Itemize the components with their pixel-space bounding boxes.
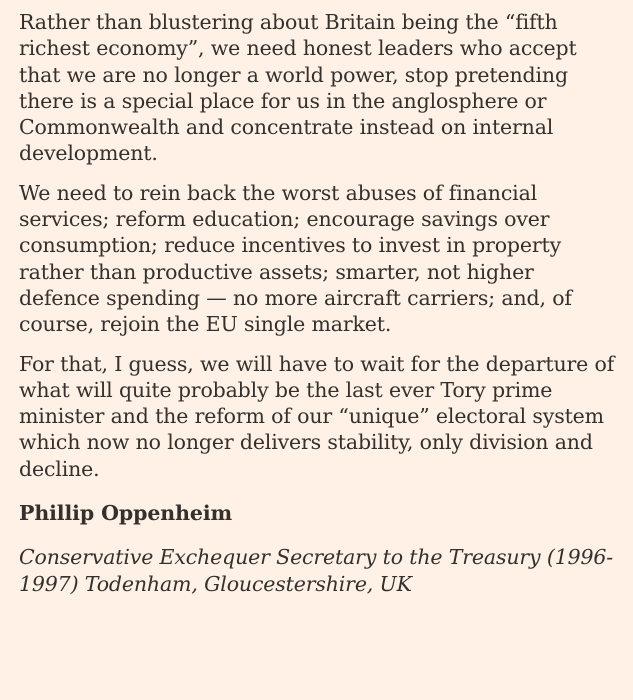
letter-paragraph-2: We need to rein back the worst abuses of financial services; reform education; encourage savings over consumption; reduce incentives to invest in property rather than productive assets; smarter, not higher defence spending — no more aircraft carriers; and, of course, rejoin the EU single market.	[19, 180, 572, 337]
letter-paragraph-3: For that, I guess, we will have to wait for the departure of what will quite probably be the last ever Tory prime minister and the reform of our “unique” electoral system which now no longer delivers stability, only division and decline.	[19, 351, 615, 481]
letter-paragraph-1: Rather than blustering about Britain being the “fifth richest economy”, we need honest leaders who accept that we are no longer a world power, stop pretending there is a special place for us in the anglosphere or Commonwealth and concentrate instead on internal development.	[19, 10, 577, 166]
author-affiliation: Conservative Exchequer Secretary to the Treasury (1996-1997) Todenham, Gloucestershire, UK	[19, 545, 614, 597]
author-name: Phillip Oppenheim	[19, 501, 233, 526]
